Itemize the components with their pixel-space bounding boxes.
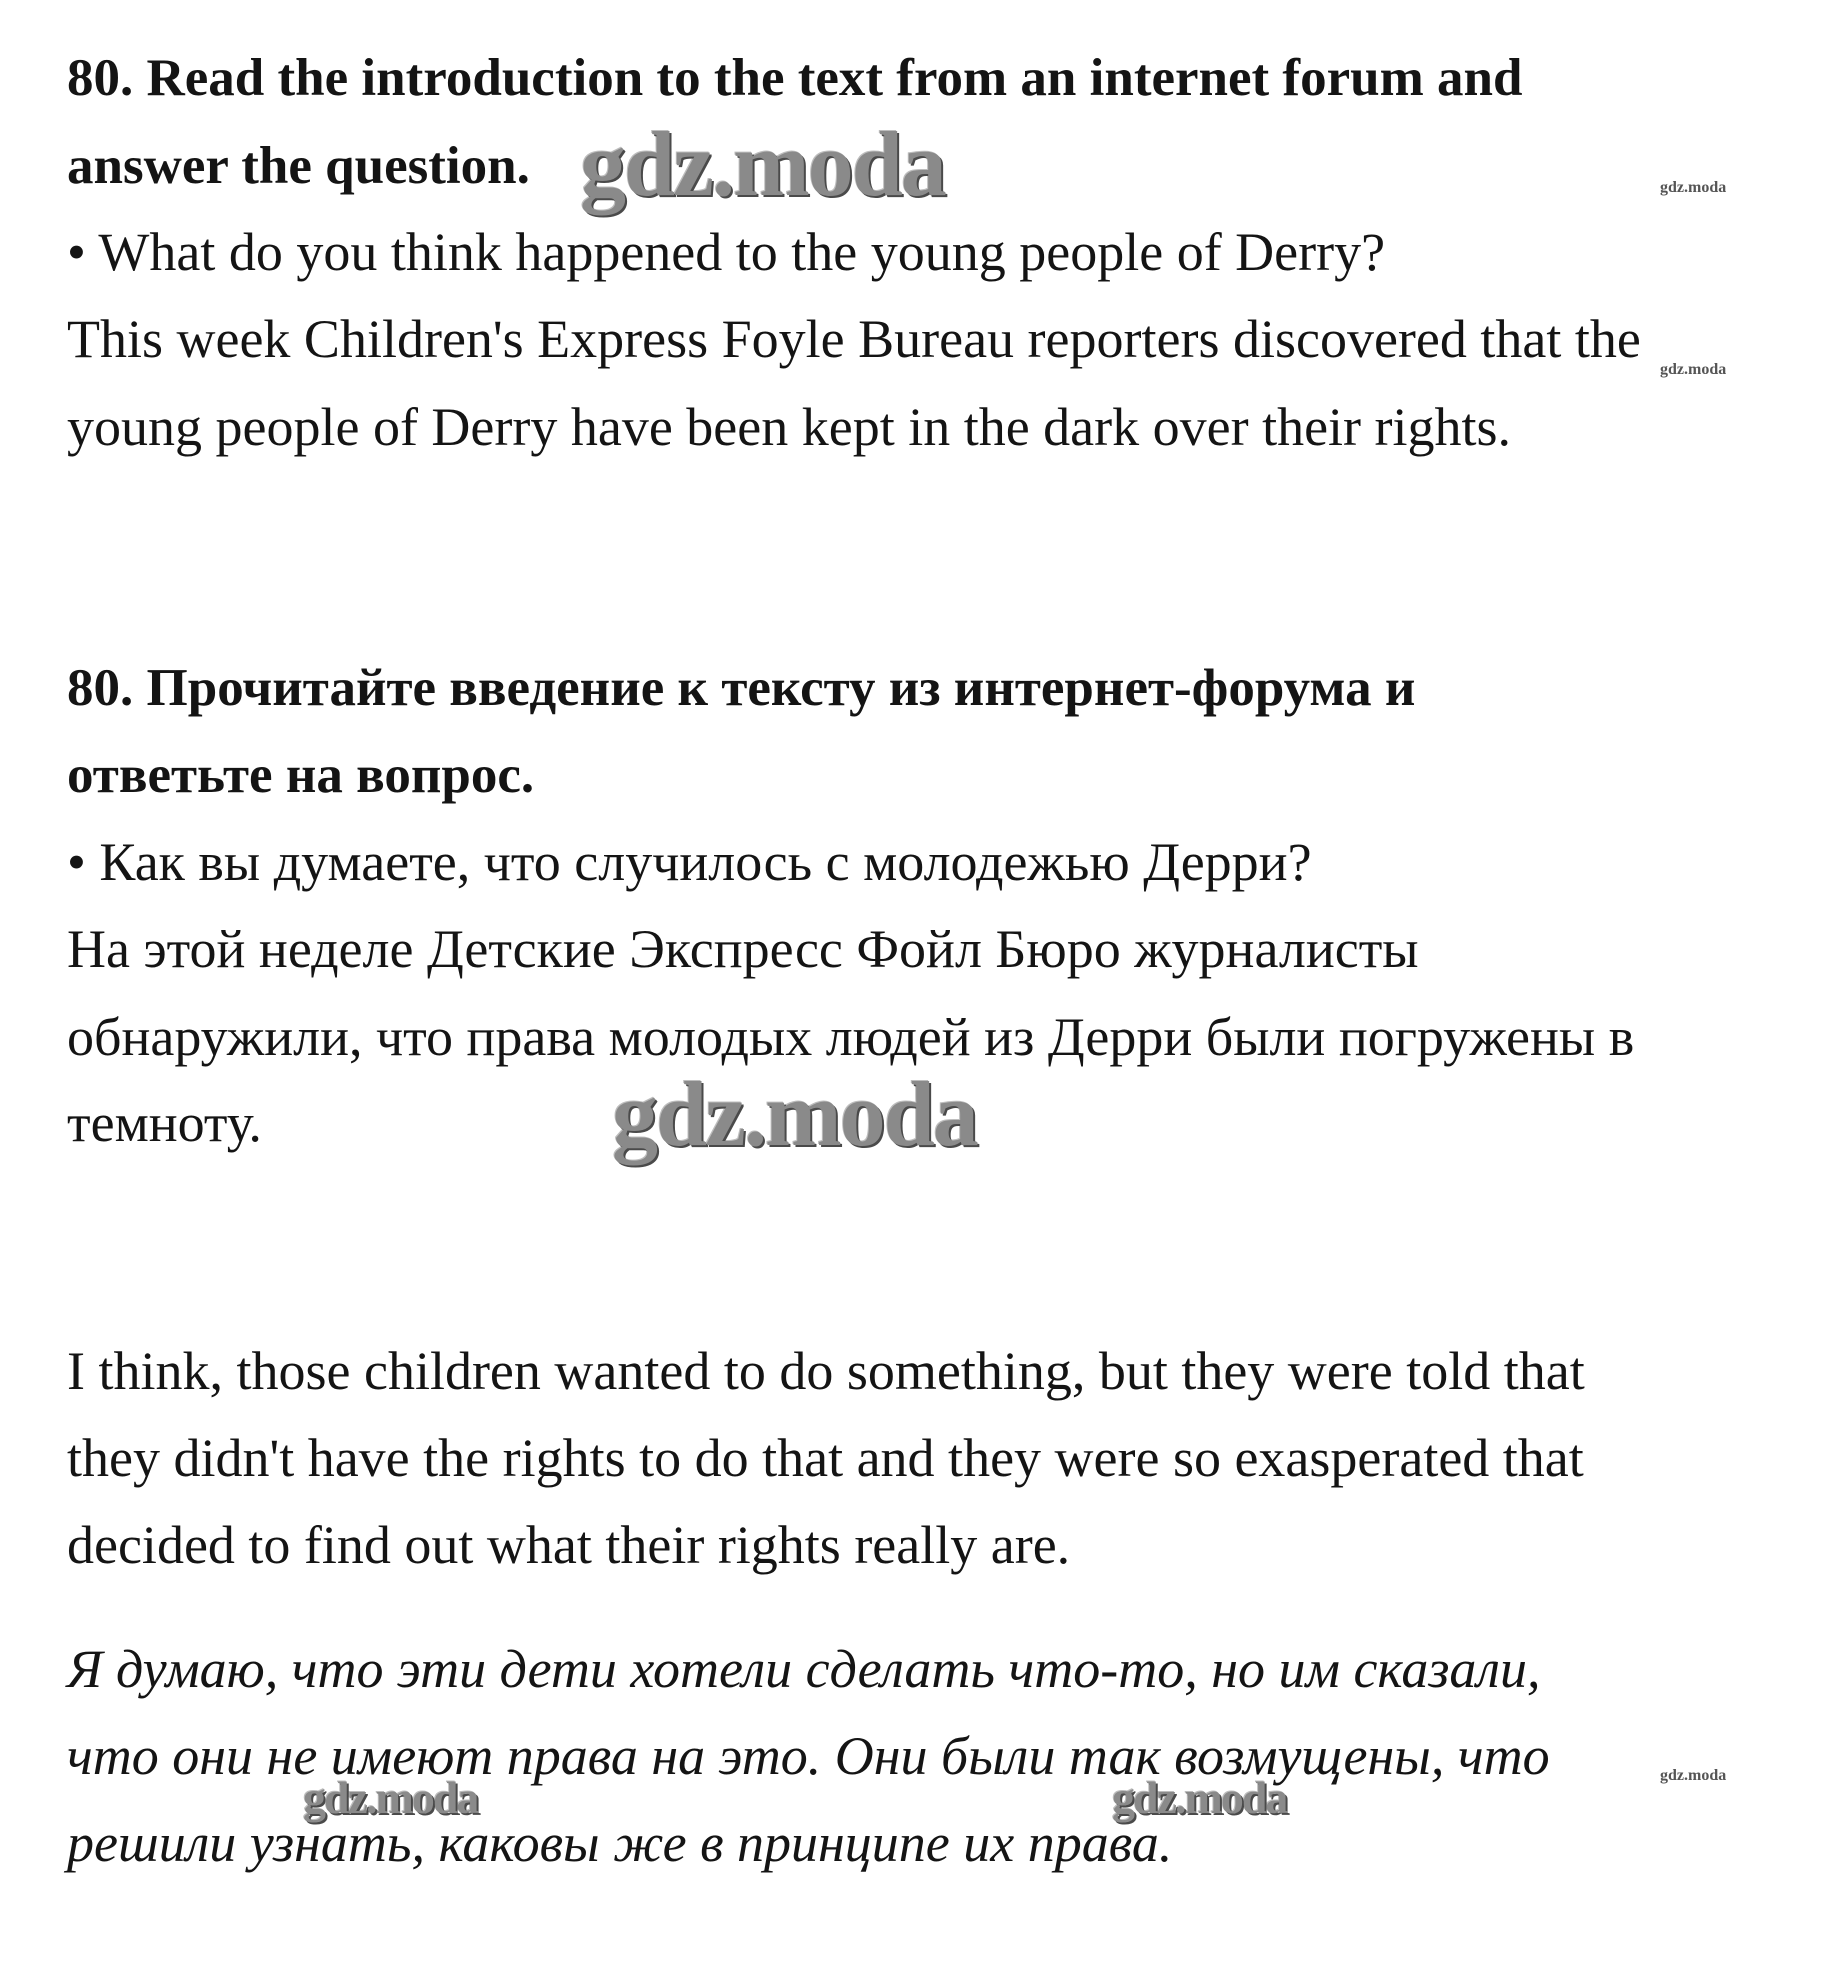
task-intro-en-line2: young people of Derry have been kept in the dark over their rights. [67,397,1512,457]
watermark-logo: gdz.moda [580,113,945,215]
task-intro-ru-line1: На этой неделе Детские Экспресс Фойл Бюро журналисты [67,919,1419,979]
watermark-small: gdz.moda [1660,1767,1727,1784]
answer-ru-line3: решили узнать, каковы же в принципе их права. [67,1813,1173,1873]
task-title-ru-line2: ответьте на вопрос. [67,746,535,804]
answer-en-line3: decided to find out what their rights really are. [67,1515,1071,1575]
task-title-en-line2: answer the question. [67,137,530,195]
answer-en-line1: I think, those children wanted to do something, but they were told that [67,1341,1585,1401]
answer-ru-line1: Я думаю, что эти дети хотели сделать что-то, но им сказали, [67,1639,1541,1699]
answer-ru-line2: что они не имеют права на это. Они были так возмущены, что [67,1726,1550,1786]
task-title-ru-line1: 80. Прочитайте введение к тексту из интернет-форума и [67,659,1416,717]
task-title-en-line1: 80. Read the introduction to the text from an internet forum and [67,49,1523,107]
watermark-logo: gdz.moda [612,1063,977,1165]
watermark-small: gdz.moda [1660,361,1727,378]
watermark-logo: gdz.moda [303,1772,478,1823]
answer-en-line2: they didn't have the rights to do that and they were so exasperated that [67,1428,1584,1488]
watermark-small: gdz.moda [1660,179,1727,196]
task-intro-ru-line3: темноту. [67,1093,262,1153]
task-intro-ru-line2: обнаружили, что права молодых людей из Дерри были погружены в [67,1007,1635,1067]
task-question-en: • What do you think happened to the young people of Derry? [67,222,1386,282]
watermark-logo: gdz.moda [1112,1772,1287,1823]
task-intro-en-line1: This week Children's Express Foyle Bureau reporters discovered that the [67,309,1641,369]
task-question-ru: • Как вы думаете, что случилось с молодежью Дерри? [67,832,1312,892]
